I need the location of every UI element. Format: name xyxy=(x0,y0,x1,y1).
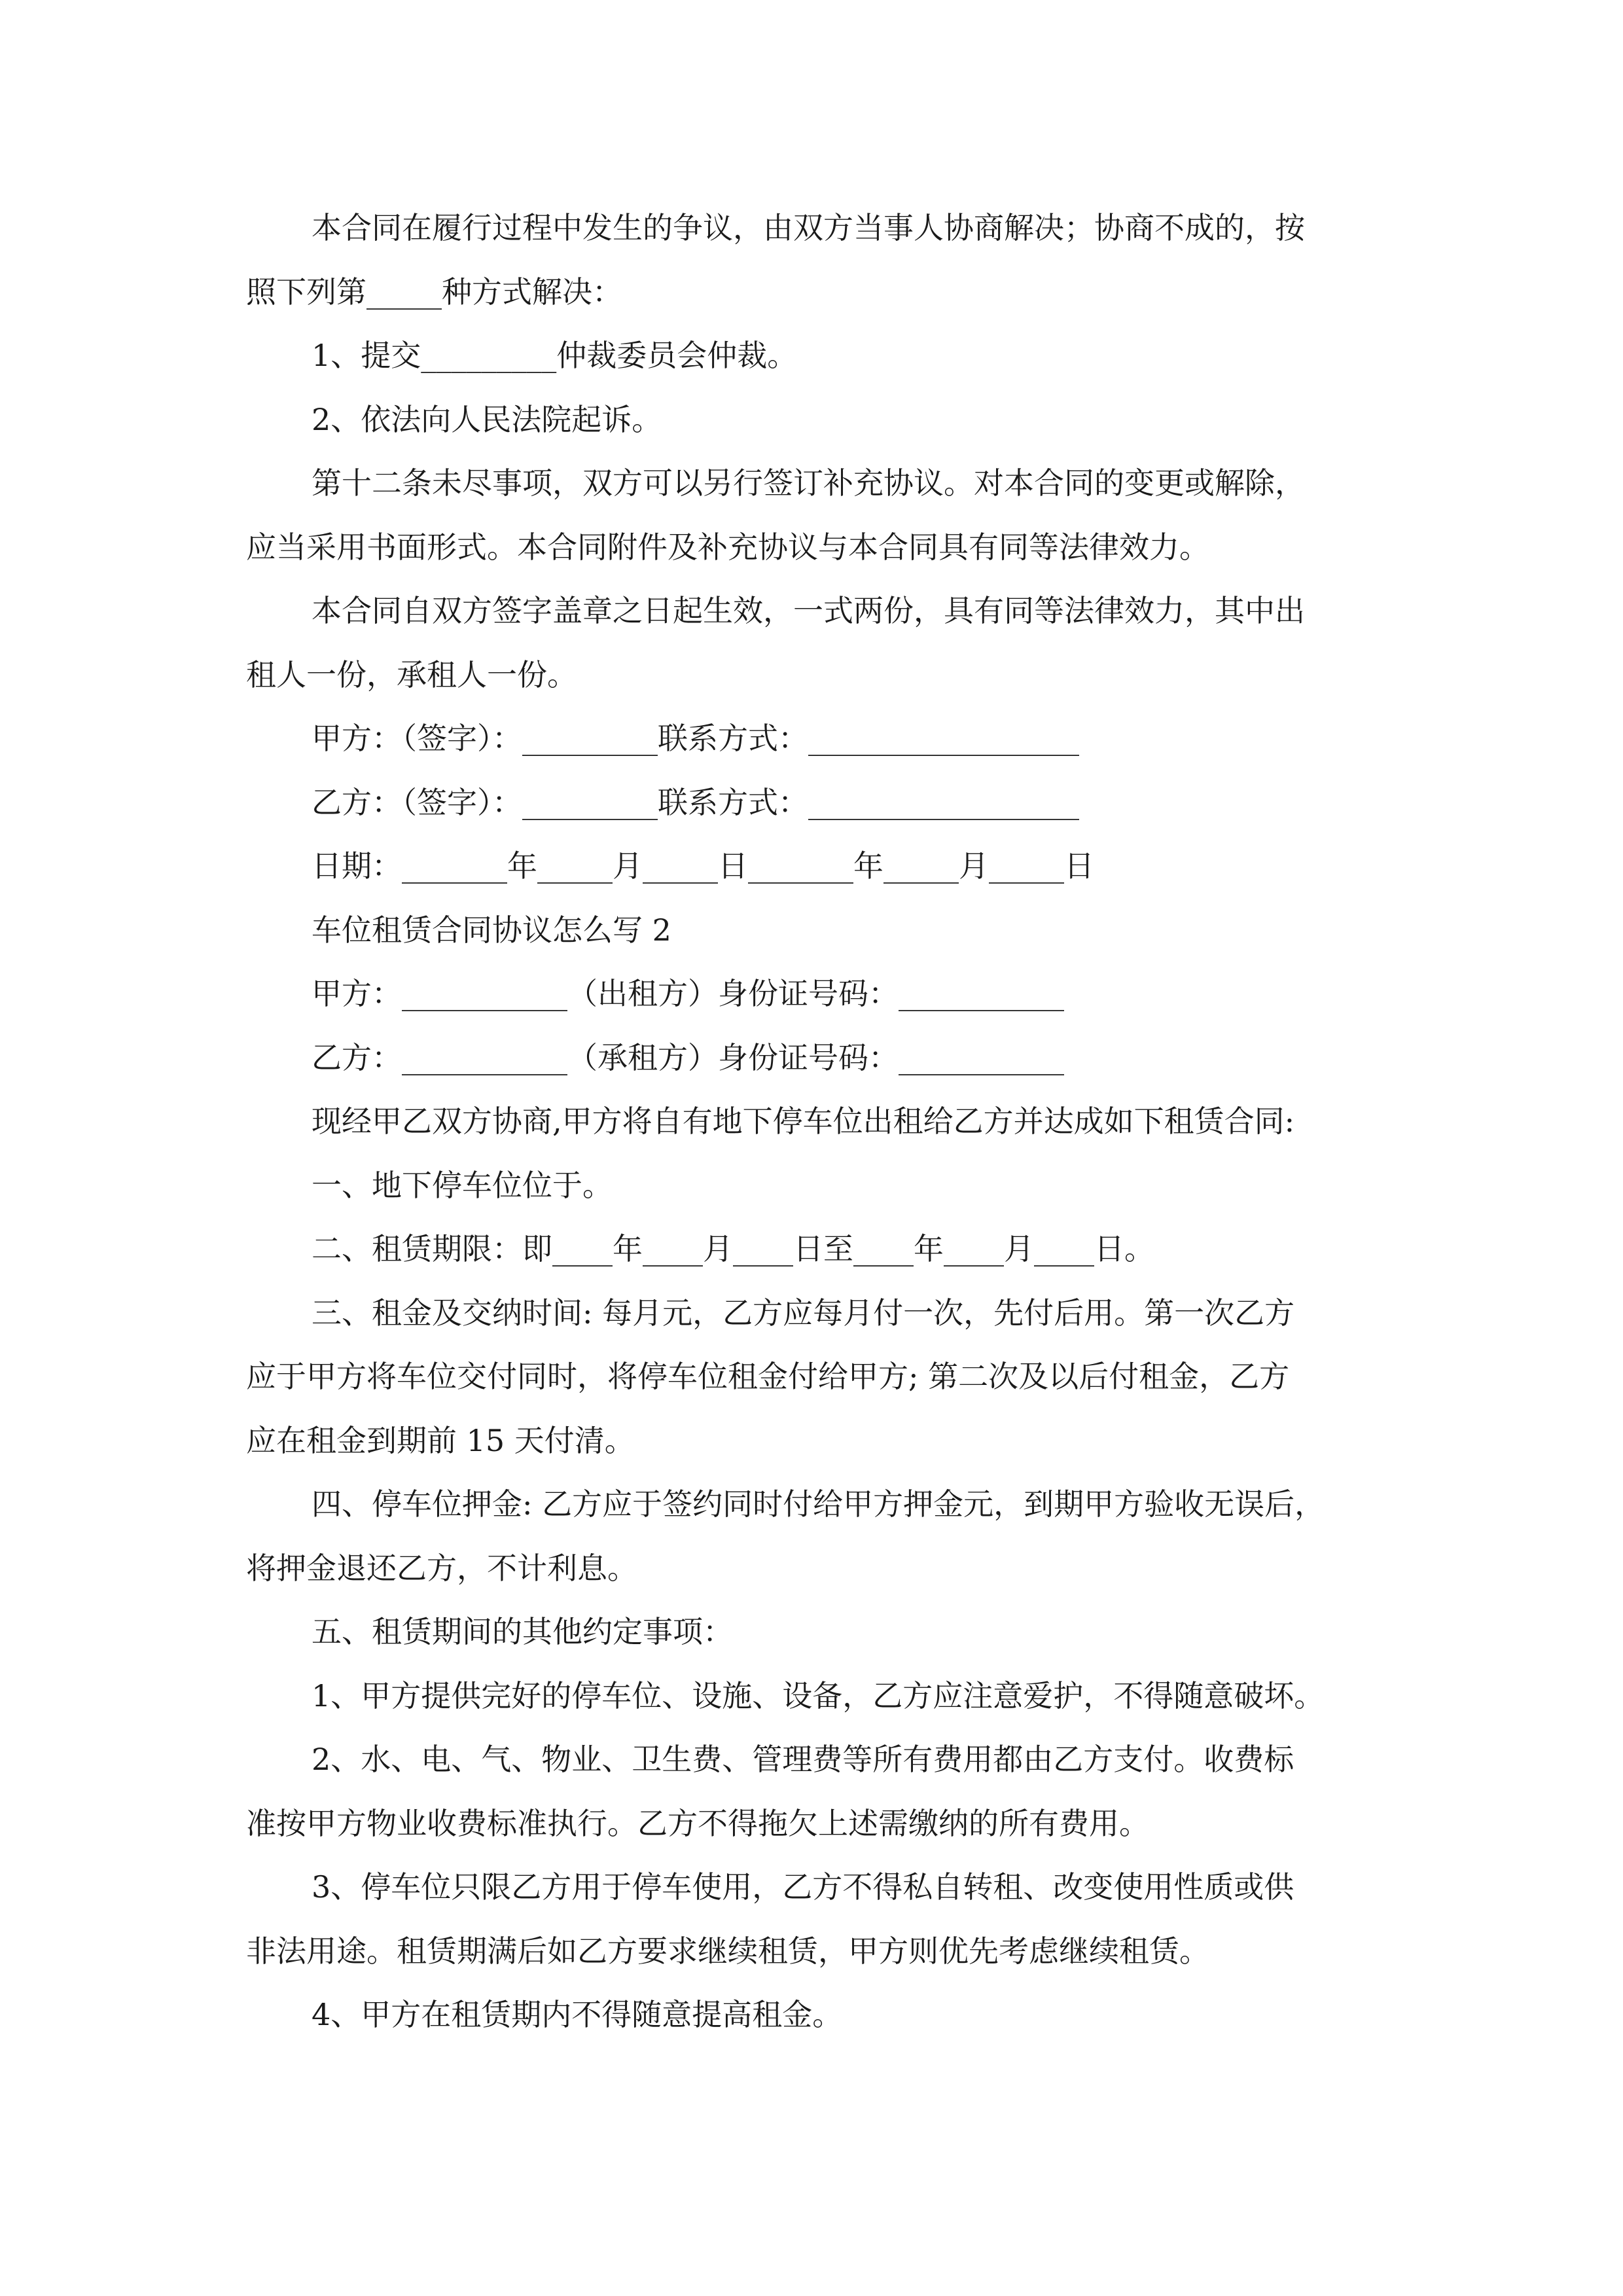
document-body xyxy=(246,196,1378,2047)
clause-1: 一、地下停车位位于。 xyxy=(312,1167,613,1203)
party-a-line: 甲方：___________（出租方）身份证号码：___________ xyxy=(312,976,1064,1011)
paragraph-line: 应于甲方将车位交付同时，将停车位租金付给甲方; 第二次及以后付租金，乙方 xyxy=(246,1359,1290,1394)
clause-4: 四、停车位押金: 乙方应于签约同时付给甲方押金元，到期甲方验收无误后， xyxy=(312,1486,1325,1522)
date-line: 日期：_______年_____月_____日_______年_____月_____日 xyxy=(312,848,1094,884)
party-b-line: 乙方：___________（承租方）身份证号码：___________ xyxy=(312,1039,1064,1075)
paragraph-line: 应当采用书面形式。本合同附件及补充协议与本合同具有同等法律效力。 xyxy=(246,529,1209,565)
paragraph-line: 现经甲乙双方协商,甲方将自有地下停车位出租给乙方并达成如下租赁合同: xyxy=(312,1103,1295,1139)
sub-clause-1: 1、甲方提供完好的停车位、设施、设备，乙方应注意爱护，不得随意破坏。 xyxy=(312,1677,1325,1713)
signature-line-party-b: 乙方：（签字）：_________联系方式：__________________ xyxy=(312,784,1079,820)
paragraph-line: 将押金退还乙方，不计利息。 xyxy=(246,1550,637,1586)
signature-line-party-a: 甲方：（签字）：_________联系方式：__________________ xyxy=(312,721,1079,756)
paragraph-line: 本合同自双方签字盖章之日起生效，一式两份，具有同等法律效力，其中出 xyxy=(312,593,1305,628)
paragraph-line: 非法用途。租赁期满后如乙方要求继续租赁，甲方则优先考虑继续租赁。 xyxy=(246,1933,1209,1969)
paragraph-line: 应在租金到期前 15 天付清。 xyxy=(246,1422,635,1458)
paragraph-line: 第十二条未尽事项，双方可以另行签订补充协议。对本合同的变更或解除， xyxy=(312,465,1305,501)
sub-clause-4: 4、甲方在租赁期内不得随意提高租金。 xyxy=(312,1997,843,2032)
clause-2: 二、租赁期限：即____年____月____日至____年____月____日。 xyxy=(312,1231,1154,1266)
paragraph-line: 照下列第_____种方式解决： xyxy=(246,274,622,310)
paragraph-line: 2、依法向人民法院起诉。 xyxy=(312,401,662,437)
clause-3: 三、租金及交纳时间: 每月元，乙方应每月付一次，先付后用。第一次乙方 xyxy=(312,1295,1295,1331)
paragraph-line: 1、提交_________仲裁委员会仲裁。 xyxy=(312,338,798,373)
paragraph-line: 租人一份，承租人一份。 xyxy=(246,656,577,692)
section-title: 车位租赁合同协议怎么写 2 xyxy=(312,912,671,948)
clause-5: 五、租赁期间的其他约定事项： xyxy=(312,1614,733,1649)
sub-clause-2: 2、水、电、气、物业、卫生费、管理费等所有费用都由乙方支付。收费标 xyxy=(312,1742,1294,1777)
paragraph-line: 本合同在履行过程中发生的争议，由双方当事人协商解决；协商不成的，按 xyxy=(312,210,1305,245)
paragraph-line: 准按甲方物业收费标准执行。乙方不得拖欠上述需缴纳的所有费用。 xyxy=(246,1805,1149,1841)
sub-clause-3: 3、停车位只限乙方用于停车使用，乙方不得私自转租、改变使用性质或供 xyxy=(312,1869,1294,1905)
